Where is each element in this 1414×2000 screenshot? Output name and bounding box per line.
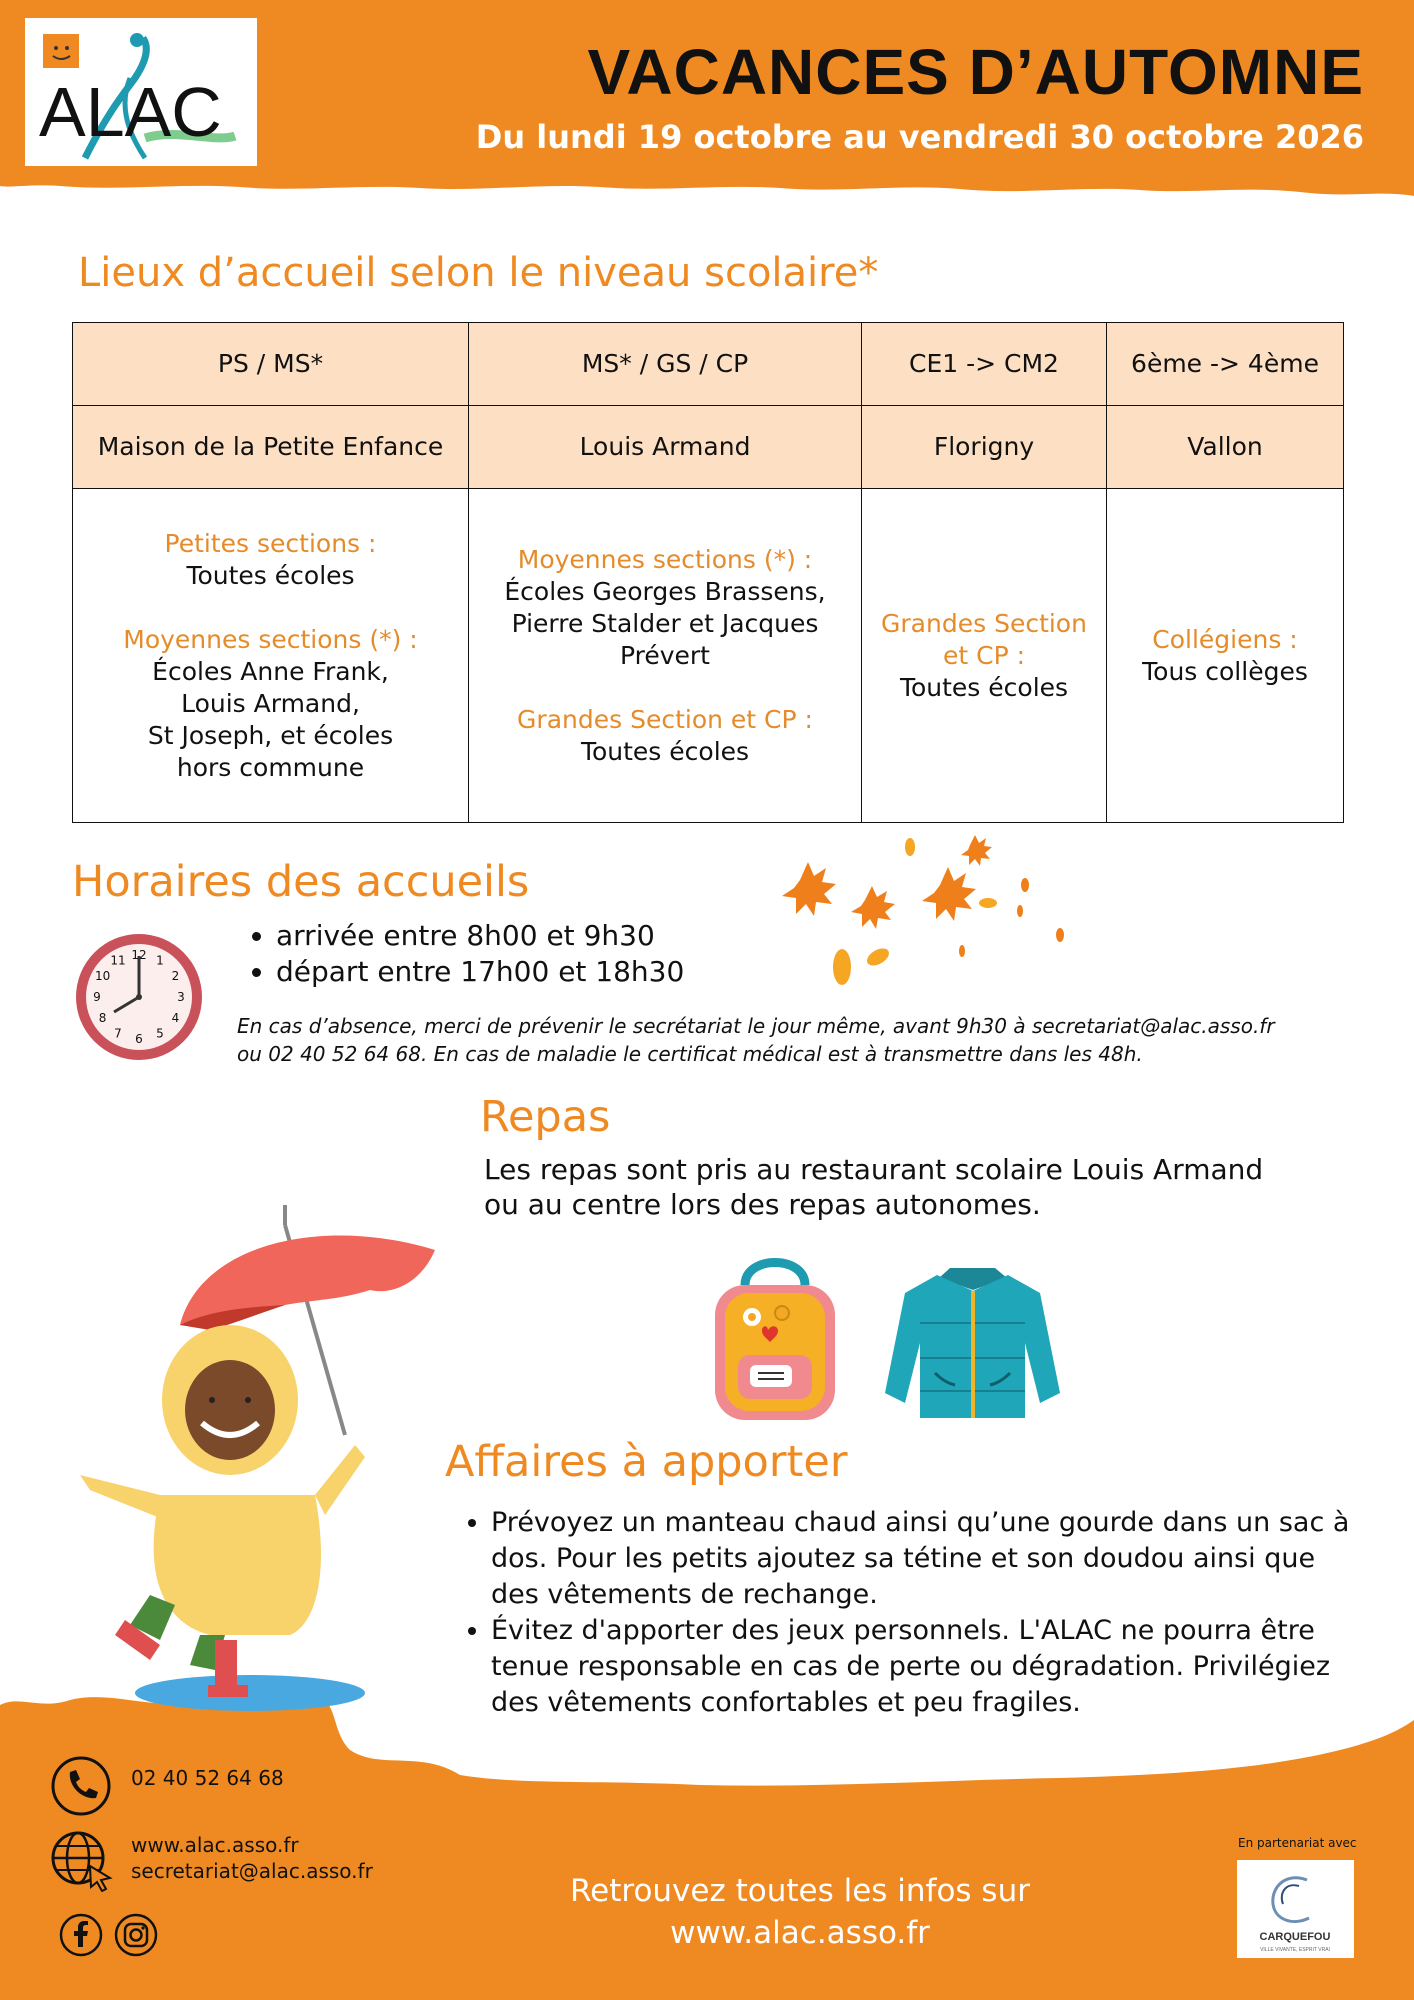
repas-title: Repas — [480, 1092, 611, 1142]
place-cell: Florigny — [862, 406, 1107, 489]
detail-heading: Moyennes sections (*) : — [517, 544, 813, 574]
horaires-title: Horaires des accueils — [72, 857, 530, 907]
place-cell: Louis Armand — [469, 406, 862, 489]
detail-text: hors commune — [176, 752, 365, 782]
places-title: Lieux d’accueil selon le niveau scolaire* — [78, 250, 879, 296]
clock-numeral: 11 — [110, 953, 126, 968]
footer-cta-line: Retrouvez toutes les infos sur — [570, 1873, 1030, 1909]
absence-note-line: ou 02 40 52 64 68. En cas de maladie le certificat médical est à transmettre dans les 48h. — [237, 1042, 1143, 1066]
carquefou-logo[interactable] — [1237, 1860, 1354, 1958]
footer-phone[interactable]: 02 40 52 64 68 — [131, 1766, 284, 1790]
absence-note-line: En cas d’absence, merci de prévenir le secrétariat le jour même, avant 9h30 à secretariat@alac.asso.fr — [237, 1014, 1275, 1038]
places-table — [72, 322, 1344, 823]
details-cell — [862, 489, 1107, 823]
footer-website-link[interactable]: www.alac.asso.fr — [131, 1833, 299, 1857]
list-item-line: dos. Pour les petits ajoutez sa tétine et son doudou ainsi que — [491, 1543, 1316, 1574]
backpack-icon — [710, 1255, 840, 1425]
detail-heading: Moyennes sections (*) : — [123, 624, 418, 654]
level-cell: 6ème -> 4ème — [1107, 323, 1344, 406]
list-item-line: • Évitez d'apporter des jeux personnels. L'ALAC ne pourra être — [491, 1615, 1315, 1646]
clock-numeral: 6 — [135, 1032, 143, 1046]
clock-numeral: 10 — [94, 969, 111, 983]
clock-numeral: 12 — [131, 948, 147, 962]
footer-email-link[interactable]: secretariat@alac.asso.fr — [131, 1859, 373, 1883]
level-cell: CE1 -> CM2 — [862, 323, 1107, 406]
clock-numeral: 5 — [156, 1026, 164, 1041]
list-item-line: des vêtements confortables et peu fragiles. — [491, 1687, 1081, 1718]
list-item-line: des vêtements de rechange. — [491, 1579, 878, 1610]
clock-numeral: 7 — [114, 1026, 122, 1041]
table-row-details — [73, 489, 1344, 823]
details-cell — [469, 489, 862, 823]
absence-note — [237, 1012, 1337, 1068]
table-row-levels — [73, 323, 1344, 406]
detail-text: Toutes écoles — [186, 560, 355, 590]
detail-text: Toutes écoles — [899, 672, 1069, 702]
detail-text: Écoles Anne Frank, — [152, 656, 389, 686]
detail-text: Tous collèges — [1142, 656, 1308, 686]
level-cell: PS / MS* — [73, 323, 469, 406]
footer-cta — [480, 1870, 1120, 1954]
alac-logo[interactable] — [25, 18, 257, 166]
detail-text: Toutes écoles — [580, 736, 750, 766]
clock-numeral: 1 — [156, 953, 164, 968]
repas-line: Les repas sont pris au restaurant scolaire Louis Armand — [484, 1153, 1264, 1186]
detail-heading: Collégiens : — [1152, 624, 1298, 654]
details-cell — [73, 489, 469, 823]
jacket-icon — [875, 1263, 1070, 1423]
autumn-leaves-icon — [770, 835, 1080, 995]
child-with-umbrella-icon — [80, 1195, 440, 1715]
details-cell — [1107, 489, 1344, 823]
detail-text: Pierre Stalder et Jacques — [511, 608, 819, 638]
detail-text: Écoles Georges Brassens, — [504, 576, 826, 606]
clock-icon — [72, 930, 206, 1064]
list-item: • départ entre 17h00 et 18h30 — [276, 954, 684, 990]
horaires-list — [240, 918, 684, 990]
partner-label: En partenariat avec — [1238, 1836, 1357, 1850]
date-range: Du lundi 19 octobre au vendredi 30 octobre 2026 — [475, 118, 1364, 156]
detail-heading: et CP : — [942, 640, 1026, 670]
detail-heading: Petites sections : — [164, 528, 377, 558]
table-row-places — [73, 406, 1344, 489]
clock-numeral: 2 — [171, 969, 180, 983]
detail-heading: Grandes Section et CP : — [517, 704, 813, 734]
clock-numeral: 3 — [177, 990, 185, 1004]
place-cell: Maison de la Petite Enfance — [73, 406, 469, 489]
list-item: • arrivée entre 8h00 et 9h30 — [276, 918, 684, 954]
instagram-icon[interactable] — [114, 1913, 158, 1957]
detail-text: Louis Armand, — [181, 688, 360, 718]
place-cell: Vallon — [1107, 406, 1344, 489]
affaires-list — [455, 1505, 1371, 1721]
svg-text:ALAC: ALAC — [39, 73, 222, 151]
svg-text:CARQUEFOU: CARQUEFOU — [1259, 1931, 1331, 1943]
page-title: VACANCES D’AUTOMNE — [587, 36, 1364, 108]
detail-text: St Joseph, et écoles — [147, 720, 394, 750]
list-item-line: tenue responsable en cas de perte ou dégradation. Privilégiez — [491, 1651, 1331, 1682]
list-item-line: • Prévoyez un manteau chaud ainsi qu’une gourde dans un sac à — [491, 1507, 1350, 1538]
repas-line: ou au centre lors des repas autonomes. — [484, 1188, 1041, 1221]
detail-text: Prévert — [619, 640, 710, 670]
facebook-icon[interactable] — [59, 1913, 103, 1957]
clock-numeral: 9 — [93, 990, 101, 1004]
clock-numeral: 8 — [98, 1011, 107, 1025]
level-cell: MS* / GS / CP — [469, 323, 862, 406]
list-item — [491, 1505, 1371, 1613]
phone-icon — [50, 1755, 112, 1817]
affaires-title: Affaires à apporter — [445, 1437, 848, 1487]
svg-text:VILLE VIVANTE, ESPRIT VRAI: VILLE VIVANTE, ESPRIT VRAI — [1260, 1947, 1330, 1953]
detail-heading: Grandes Section — [881, 608, 1087, 638]
globe-icon — [50, 1830, 114, 1892]
clock-numeral: 4 — [171, 1011, 180, 1025]
repas-text — [484, 1152, 1384, 1222]
footer-cta-link[interactable]: www.alac.asso.fr — [670, 1915, 930, 1951]
